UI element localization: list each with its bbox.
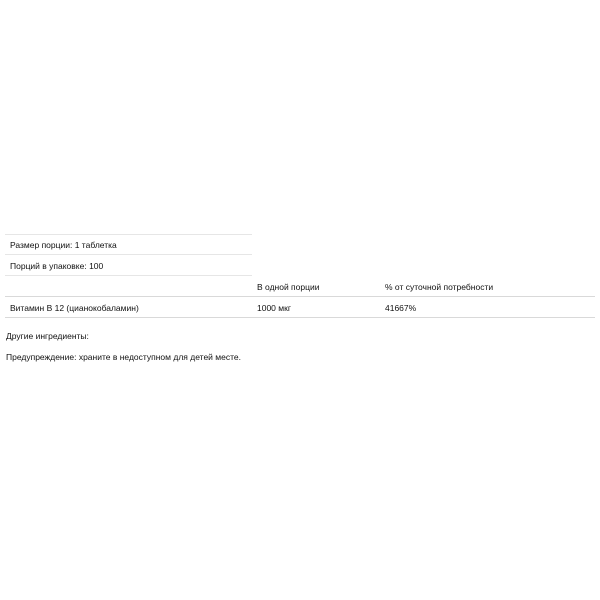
servings-per-container: Порций в упаковке: 100 bbox=[10, 261, 104, 271]
warning-text: Предупреждение: храните в недоступном для детей месте. bbox=[6, 352, 241, 362]
other-ingredients-label: Другие ингредиенты: bbox=[6, 331, 89, 341]
per-serving-header: В одной порции bbox=[257, 282, 320, 292]
nutrient-daily-value: 41667% bbox=[385, 303, 417, 313]
serving-size: Размер порции: 1 таблетка bbox=[10, 240, 117, 250]
servings-per-container-row bbox=[5, 255, 595, 276]
daily-value-header: % от суточной потребности bbox=[385, 282, 494, 292]
divider bbox=[5, 317, 595, 318]
serving-size-row bbox=[5, 234, 595, 255]
divider bbox=[5, 234, 252, 235]
table-header-row bbox=[5, 276, 595, 297]
nutrient-amount: 1000 мкг bbox=[257, 303, 291, 313]
nutrient-name: Витамин В 12 (цианокобаламин) bbox=[10, 303, 139, 313]
table-row bbox=[5, 297, 595, 318]
supplement-facts-table bbox=[5, 234, 595, 318]
